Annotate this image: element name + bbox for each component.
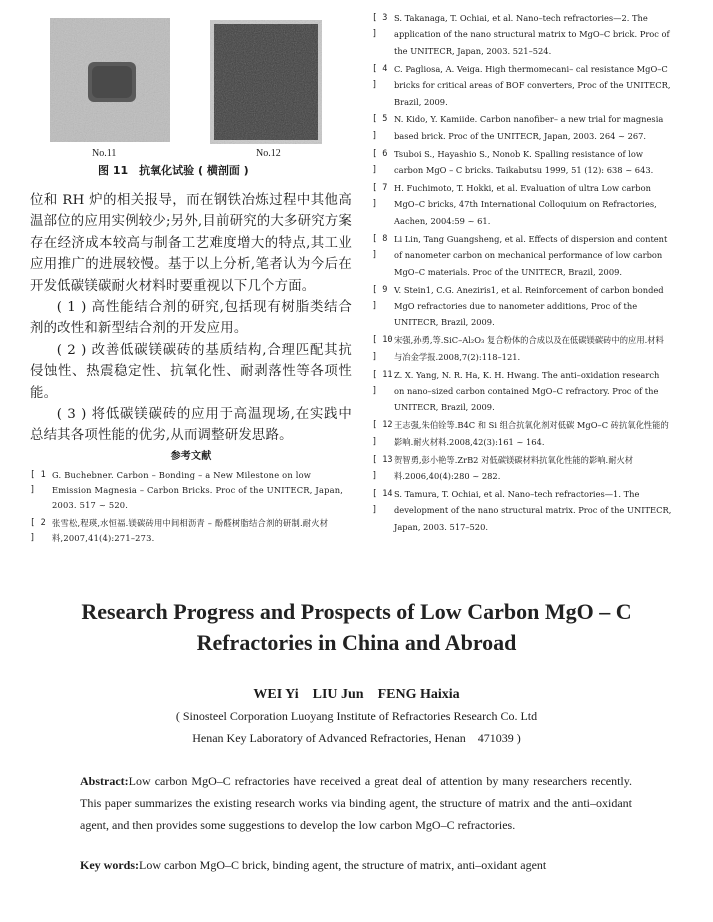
reference-item bbox=[372, 180, 672, 229]
english-affiliation bbox=[0, 705, 713, 749]
reference-item bbox=[30, 468, 352, 513]
reference-number: [ 11 ] bbox=[372, 369, 393, 396]
keywords-label: Key words: bbox=[80, 858, 139, 872]
reference-number: [ 4 ] bbox=[372, 63, 388, 91]
body-paragraph: ( 3 ) 将低碳镁碳砖的应用于高温现场,在实践中总结其各项性能的优劣,从而调整研发思路。 bbox=[30, 407, 352, 444]
reference-item bbox=[372, 111, 672, 144]
reference-text: 贺智勇,彭小艳等.ZrB2 对低碳镁碳材料抗氧化性能的影响.耐火材料.2006,40(4):280 ~ 282. bbox=[394, 454, 634, 481]
reference-number: [ 7 ] bbox=[372, 183, 388, 210]
reference-item bbox=[372, 452, 672, 485]
english-title bbox=[0, 596, 713, 658]
reference-item bbox=[372, 146, 672, 179]
english-abstract bbox=[80, 770, 632, 836]
reference-text: G. Buchebner. Carbon – Bonding – a New Milestone on low Emission Magnesia – Carbon Bricks. Proc of the UNITECR, Japan, 2003. 517 ~ 520. bbox=[52, 469, 344, 510]
reference-number: [ 13 ] bbox=[372, 454, 393, 481]
english-authors: WEI Yi LIU Jun FENG Haixia bbox=[253, 687, 460, 702]
reference-number: [ 9 ] bbox=[372, 284, 388, 311]
body-paragraph: ( 2 ) 改善低碳镁碳砖的基质结构,合理匹配其抗侵蚀性、热震稳定性、抗氧化性、耐剥落性等各项性能。 bbox=[30, 342, 352, 401]
reference-number: [ 1 ] bbox=[30, 469, 46, 495]
references-right-column bbox=[372, 10, 672, 540]
abstract-label: Abstract: bbox=[80, 774, 129, 788]
body-text-column bbox=[30, 190, 352, 549]
reference-item bbox=[372, 332, 672, 365]
reference-item bbox=[372, 61, 672, 110]
english-keywords bbox=[80, 858, 632, 873]
reference-text: 张雪松,程瑛,水恒福.镁碳砖用中间相沥青 – 酚醛树脂结合剂的研制.耐火材料,2007,41(4):271–273. bbox=[52, 517, 329, 543]
figure-caption: 图 11 抗氧化试验 ( 横剖面 ) bbox=[98, 164, 249, 177]
reference-number: [ 6 ] bbox=[372, 148, 388, 176]
affiliation-line2: Henan Key Laboratory of Advanced Refractories, Henan 471039 ) bbox=[192, 731, 521, 745]
reference-number: [ 5 ] bbox=[372, 114, 388, 141]
reference-number: [ 14 ] bbox=[372, 488, 393, 516]
reference-text: Tsuboi S., Hayashio S., Nonob K. Spalling resistance of low carbon MgO – C bricks. Taikabutsu 1999, 51 (12): 638 ~ 643. bbox=[394, 148, 654, 176]
body-paragraph: 位和 RH 炉的相关报导，而在钢铁冶炼过程中其他高温部位的应用实例较少;另外,目前研究的大多研究方案存在经济成本较高与制备工艺难度增大的特点,其工业应用推广的进展较慢。基于以上分析,笔者认为今后在开发低碳镁碳耐火材料时要重视以下几个方面。 bbox=[30, 193, 352, 294]
sample-no12-image bbox=[210, 20, 322, 144]
references-heading: 参考文献 bbox=[170, 450, 212, 462]
reference-item bbox=[372, 486, 672, 535]
reference-text: N. Kido, Y. Kamiide. Carbon nanofiber– a new trial for magnesia based brick. Proc of the UNITECR, Japan, 2003. 264 ~ 267. bbox=[394, 114, 664, 141]
reference-item bbox=[372, 231, 672, 280]
reference-number: [ 3 ] bbox=[372, 13, 388, 40]
reference-text: Z. X. Yang, N. R. Ha, K. H. Hwang. The anti–oxidation research on nano–sized carbon contained MgO–C refractory. Proc of the UNITECR, Brazil, 2009. bbox=[394, 369, 660, 413]
reference-item bbox=[372, 10, 672, 59]
reference-text: 宋强,孙勇,等.SiC–Al₂O₃ 复合粉体的合成以及在低碳镁碳砖中的应用.材料与冶金学报.2008,7(2):118–121. bbox=[394, 335, 664, 362]
reference-text: S. Takanaga, T. Ochiai, et al. Nano–tech refractories—2. The application of the nano structural matrix to MgO–C brick. Proc of the UNITECR, Japan, 2003. 521–524. bbox=[394, 13, 670, 56]
reference-number: [ 10 ] bbox=[372, 335, 393, 362]
reference-item bbox=[372, 282, 672, 331]
reference-text: C. Pagliosa, A. Veiga. High thermomecani– cal resistance MgO–C bricks for critical areas of BOF converters, Proc of the UNITECR, Brazil, 2009. bbox=[394, 63, 671, 107]
figure-11 bbox=[50, 18, 322, 180]
reference-text: V. Stein1, C.G. Aneziris1, et al. Reinforcement of carbon bonded MgO refractories due to nanometer additions, Proc of the UNITECR, Brazil, 2009. bbox=[394, 284, 664, 328]
reference-number: [ 8 ] bbox=[372, 233, 388, 261]
keywords-text: Low carbon MgO–C brick, binding agent, the structure of matrix, anti–oxidant agent bbox=[139, 858, 547, 872]
sample-no12-label: No.12 bbox=[256, 148, 281, 159]
affiliation-line1: ( Sinosteel Corporation Luoyang Institute of Refractories Research Co. Ltd bbox=[175, 709, 538, 723]
reference-item bbox=[30, 516, 352, 546]
reference-text: Li Lin, Tang Guangsheng, et al. Effects of dispersion and content of nanometer carbon on mechanical performance of low carbon MgO–C materials. Proc of the UNITECR, Brazil, 2009. bbox=[394, 233, 668, 277]
sample-photos bbox=[50, 18, 322, 180]
reference-text: S. Tamura, T. Ochiai, et al. Nano–tech refractories—1. The development of the nano structural matrix. Proc of the UNITECR, Japan, 2003. 517–520. bbox=[394, 488, 672, 532]
abstract-text: Low carbon MgO–C refractories have received a great deal of attention by many researchers recently. This paper summarizes the existing research works via binding agent, the structure of matrix and the anti–oxidant agent, and then provides some suggestions to develop the low carbon MgO–C refractories. bbox=[80, 774, 632, 832]
sample-no11-image bbox=[50, 18, 170, 142]
body-paragraph: ( 1 ) 高性能结合剂的研究,包括现有树脂类结合剂的改性和新型结合剂的开发应用。 bbox=[30, 300, 352, 337]
sample-no11-label: No.11 bbox=[92, 148, 117, 159]
reference-number: [ 12 ] bbox=[372, 420, 393, 447]
reference-item bbox=[372, 367, 672, 416]
reference-number: [ 2 ] bbox=[30, 517, 46, 543]
reference-text: H. Fuchimoto, T. Hokki, et al. Evaluation of ultra Low carbon MgO–C bricks, 47th International Colloquium on Refractories, Aachen, 2004:59 ~ 61. bbox=[394, 183, 657, 226]
english-title-line2: Refractories in China and Abroad bbox=[196, 630, 517, 655]
reference-item bbox=[372, 417, 672, 450]
reference-text: 王志强,朱伯铨等.B4C 和 Si 组合抗氧化剂对低碳 MgO–C 砖抗氧化性能的影响.耐火材料.2008,42(3):161 ~ 164. bbox=[394, 420, 669, 447]
english-title-line1: Research Progress and Prospects of Low Carbon MgO – C bbox=[81, 599, 632, 624]
